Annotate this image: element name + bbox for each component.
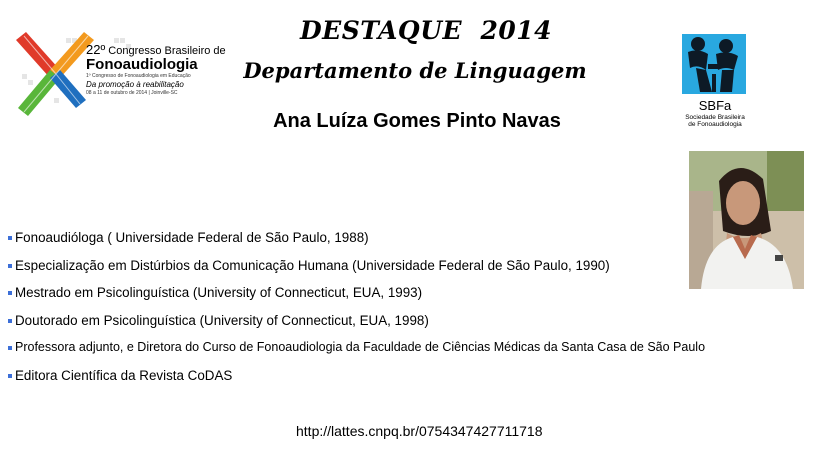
congress-title-line: Congresso Brasileiro de — [108, 45, 226, 57]
lattes-link[interactable]: http://lattes.cnpq.br/0754347427711718 — [296, 423, 543, 439]
bullet-square-icon — [8, 346, 12, 350]
bullet-square-icon — [8, 374, 12, 378]
sbfa-logo — [680, 34, 752, 134]
sbfa-figures-icon — [682, 34, 746, 94]
list-item — [8, 368, 778, 396]
sbfa-full-name — [680, 114, 750, 128]
congress-logo-text — [86, 42, 226, 97]
congress-theme: Da promoção à reabilitação — [86, 80, 184, 89]
list-item — [8, 258, 778, 286]
sbfa-full-line2: de Fonoaudiologia — [688, 121, 742, 128]
sbfa-emblem — [682, 34, 746, 94]
bullet-square-icon — [8, 291, 12, 295]
credential-text: Professora adjunto, e Diretora do Curso de Fonoaudiologia da Faculdade de Ciências Médicas da Santa Casa de São Paulo — [15, 340, 706, 354]
bullet-square-icon — [8, 319, 12, 323]
bullet-square-icon — [8, 264, 12, 268]
person-name: Ana Luíza Gomes Pinto Navas — [273, 110, 561, 132]
list-item — [8, 313, 778, 341]
credential-text: Especialização em Distúrbios da Comunicação Humana (Universidade Federal de São Paulo, 1990) — [15, 257, 610, 273]
bullet-square-icon — [8, 236, 12, 240]
sbfa-name: SBFa — [698, 98, 732, 113]
list-item — [8, 285, 778, 313]
congress-subtitle: 1º Congresso de Fonoaudiologia em Educação — [86, 73, 191, 79]
congress-dates: 08 a 11 de outubro de 2014 | Joinville-SC — [86, 90, 178, 96]
department-title: Departamento de Linguagem — [243, 58, 587, 83]
credential-text: Fonoaudióloga ( Universidade Federal de São Paulo, 1988) — [15, 230, 369, 245]
congress-logo — [14, 30, 226, 120]
list-item — [8, 230, 778, 258]
credential-text: Doutorado em Psicolinguística (University of Connecticut, EUA, 1998) — [15, 312, 429, 328]
credentials-list — [8, 230, 778, 395]
list-item — [8, 340, 778, 368]
credential-text: Mestrado em Psicolinguística (University of Connecticut, EUA, 1993) — [15, 285, 423, 300]
credential-text: Editora Científica da Revista CoDAS — [15, 367, 233, 383]
headline: DESTAQUE 2014 — [300, 16, 553, 45]
congress-number: 22º — [86, 42, 106, 57]
sbfa-full-line1: Sociedade Brasileira — [685, 114, 745, 121]
congress-title: Fonoaudiologia — [86, 56, 198, 73]
